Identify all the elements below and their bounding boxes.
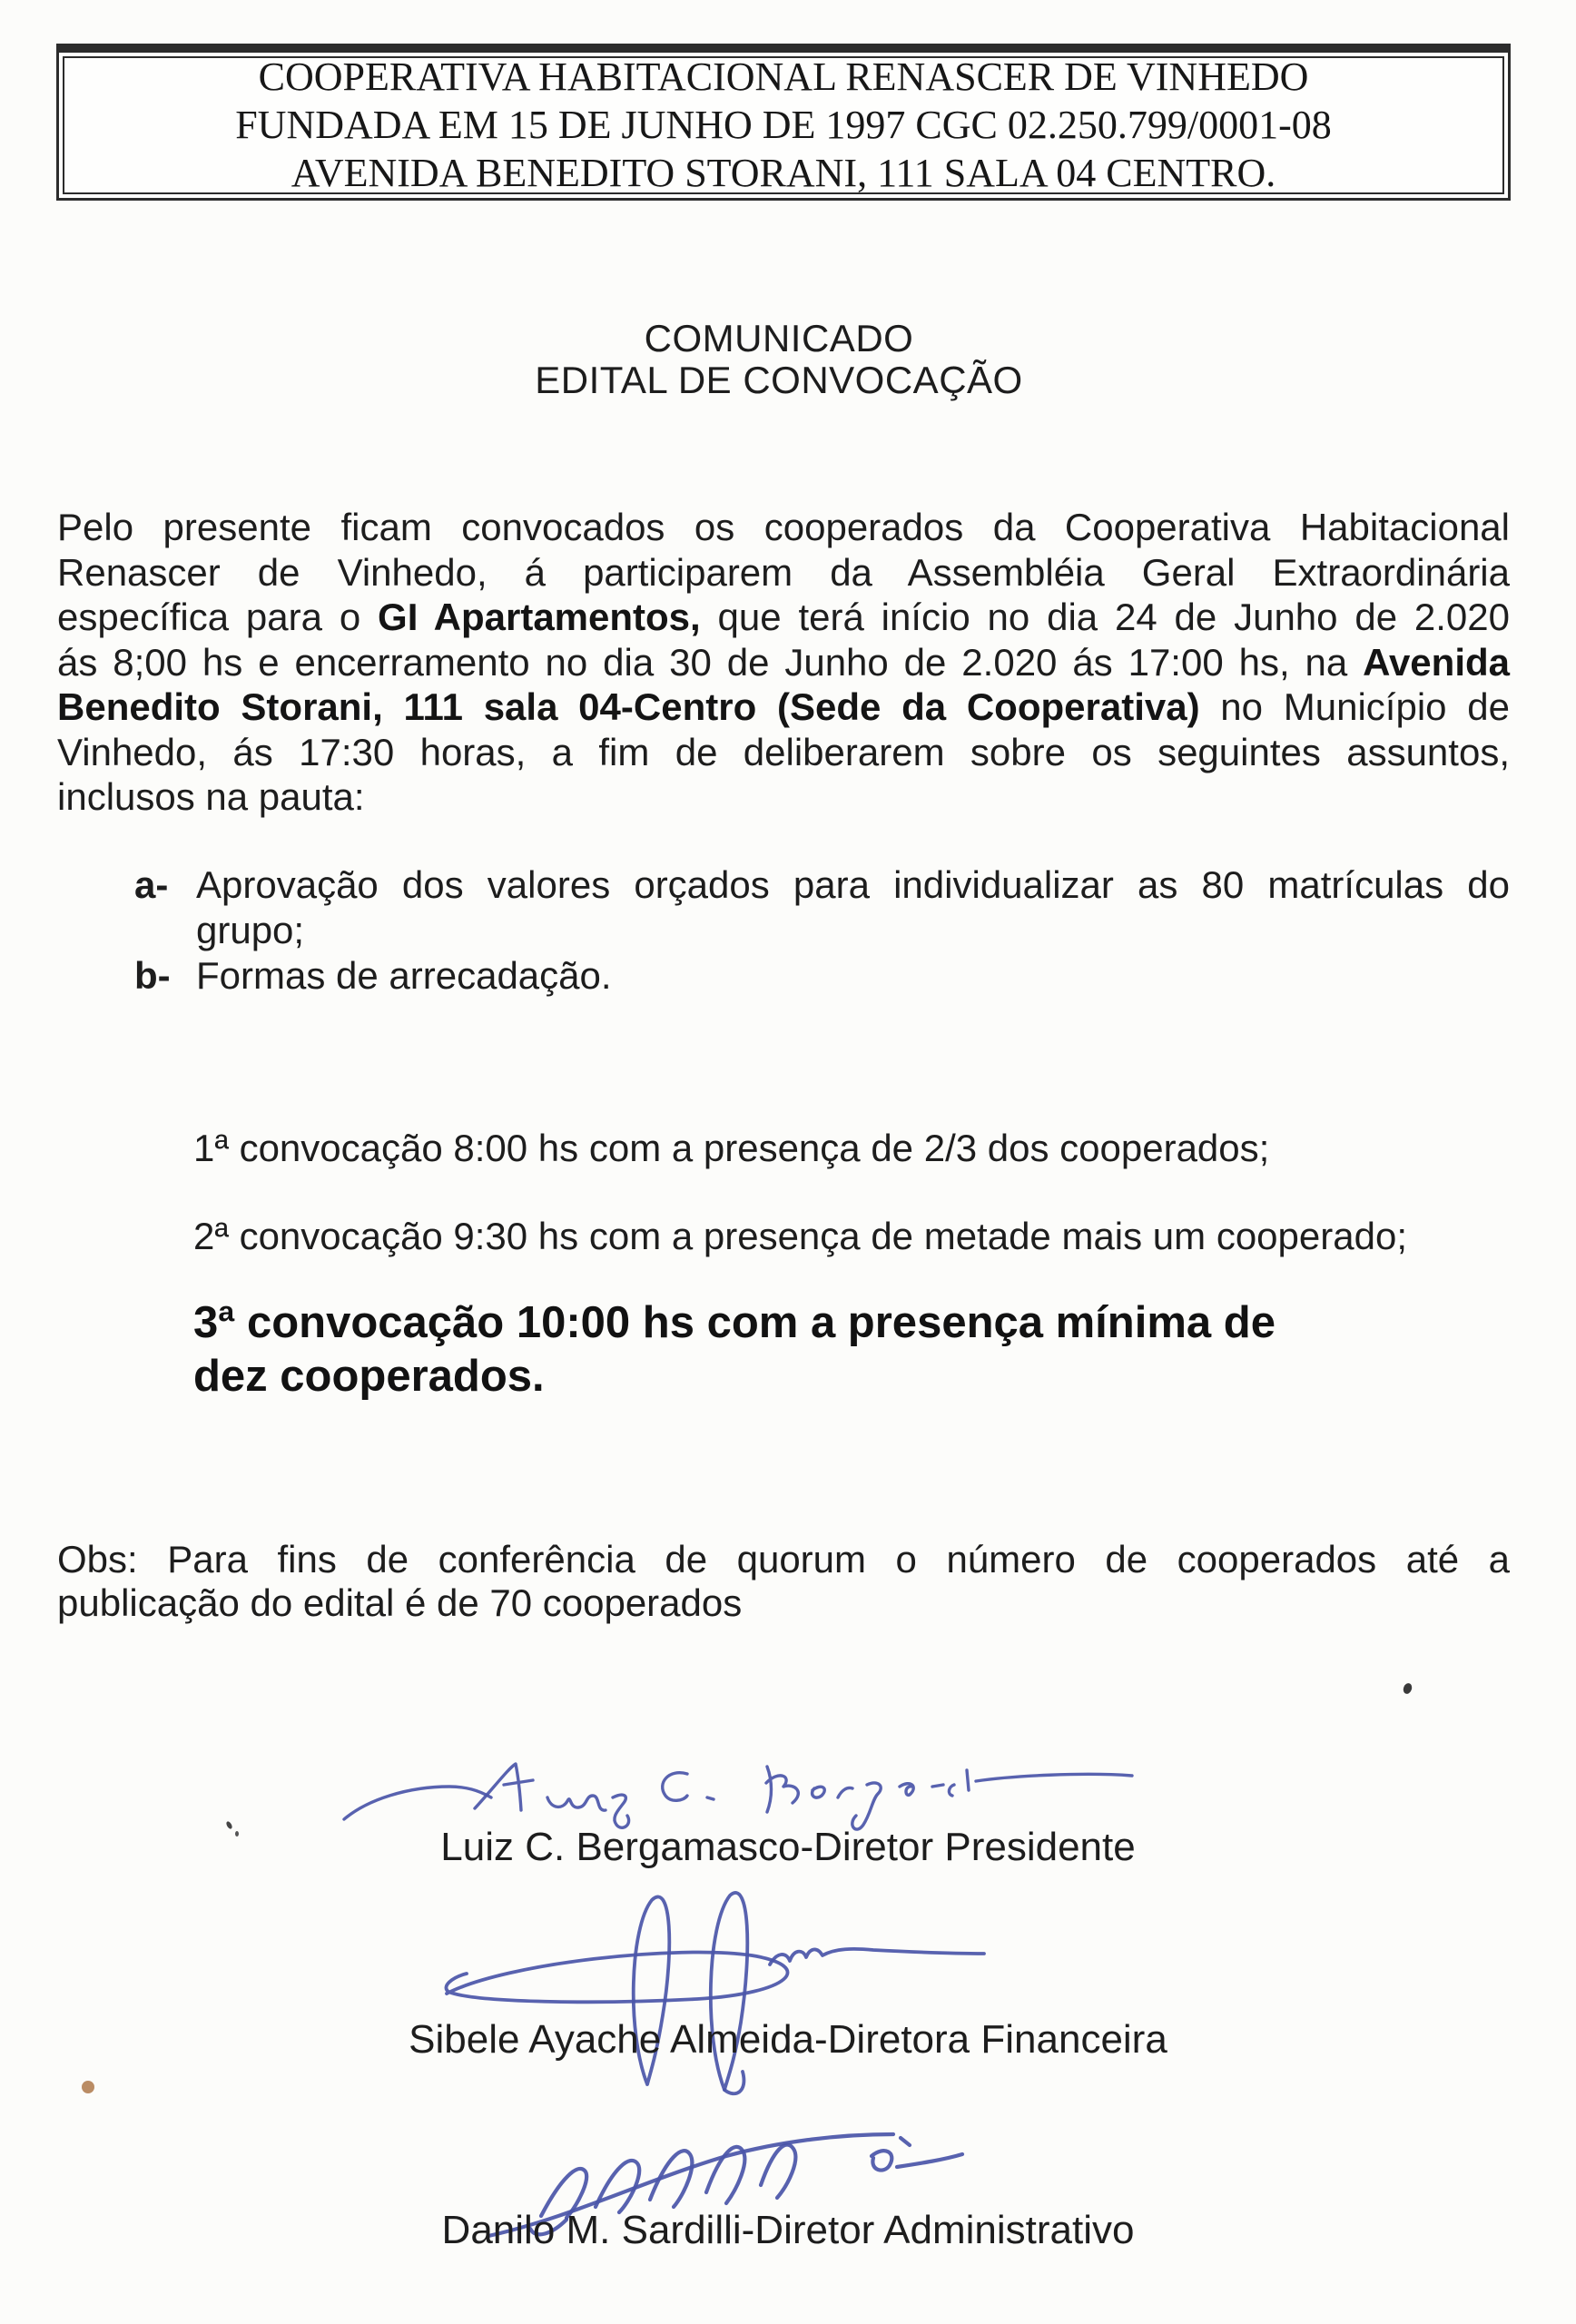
agenda-list: [134, 862, 1510, 999]
document-title-line-2: EDITAL DE CONVOCAÇÃO: [535, 359, 1023, 401]
text-line: específica para o GI Apartamentos, que terá início no dia 24 de Junho de 2.020: [57, 596, 1511, 638]
text-line: ás 8;00 hs e encerramento no dia 30 de Junho de 2.020 ás 17:00 hs, na Avenida: [57, 640, 1510, 684]
convocation-line-3: 3ª convocação 10:00 hs com a presença mínima de dez cooperados.: [193, 1298, 1276, 1401]
letterhead-line-2: FUNDADA EM 15 DE JUNHO DE 1997 CGC 02.250.799/0001-08: [235, 103, 1332, 147]
convocation-line-1: 1ª convocação 8:00 hs com a presença de 2/3 dos cooperados;: [193, 1127, 1270, 1169]
agenda-item-marker: b-: [134, 954, 171, 997]
text-line: Aprovação dos valores orçados para individualizar as 80 matrículas do: [196, 863, 1510, 906]
letterhead-box: [56, 44, 1511, 201]
agenda-item: [134, 953, 1510, 999]
text-line: publicação do edital é de 70 cooperados: [57, 1581, 743, 1624]
text-line: Benedito Storani, 111 sala 04-Centro (Sede da Cooperativa) no Município de: [57, 685, 1510, 728]
text-line: Renascer de Vinhedo, á participarem da Assembléia Geral Extraordinária: [57, 550, 1510, 594]
letterhead-line-3: AVENIDA BENEDITO STORANI, 111 SALA 04 CENTRO.: [291, 151, 1276, 195]
agenda-item-marker: a-: [134, 863, 169, 906]
letterhead-inner-border: [63, 56, 1504, 194]
agenda-item-text: [196, 953, 1510, 999]
signature-ink-sibele-ayache: [425, 1886, 1010, 2095]
text-line: inclusos na pauta:: [57, 775, 365, 818]
text-line: Obs: Para fins de conferência de quorum o número de cooperados até a: [57, 1538, 1510, 1581]
convocation-line-2: 2ª convocação 9:30 hs com a presença de metade mais um cooperado;: [193, 1215, 1407, 1257]
text-line: Vinhedo, ás 17:30 horas, a fim de deliberarem sobre os seguintes assuntos,: [57, 730, 1510, 773]
text-line: Pelo presente ficam convocados os cooperados da Cooperativa Habitacional: [57, 506, 1510, 548]
agenda-item-text: [196, 862, 1510, 953]
signature-label-diretor-administrativo: Danilo M. Sardilli-Diretor Administrativo: [441, 2208, 1135, 2252]
scan-speck: [1402, 1682, 1413, 1695]
agenda-item: [134, 862, 1510, 953]
document-title-line-1: COMUNICADO: [644, 317, 914, 359]
scan-speck: [82, 2081, 94, 2093]
letterhead-line-1: COOPERATIVA HABITACIONAL RENASCER DE VINHEDO: [258, 54, 1309, 99]
quorum-note: [57, 1538, 1510, 1625]
signature-label-diretor-presidente: Luiz C. Bergamasco-Diretor Presidente: [440, 1825, 1136, 1869]
signature-label-diretora-financeira: Sibele Ayache Almeida-Diretora Financeira: [409, 2017, 1167, 2062]
text-line: grupo;: [196, 909, 305, 951]
text-line: Formas de arrecadação.: [196, 954, 612, 997]
intro-paragraph: [57, 505, 1510, 820]
document-title: [0, 318, 1558, 401]
